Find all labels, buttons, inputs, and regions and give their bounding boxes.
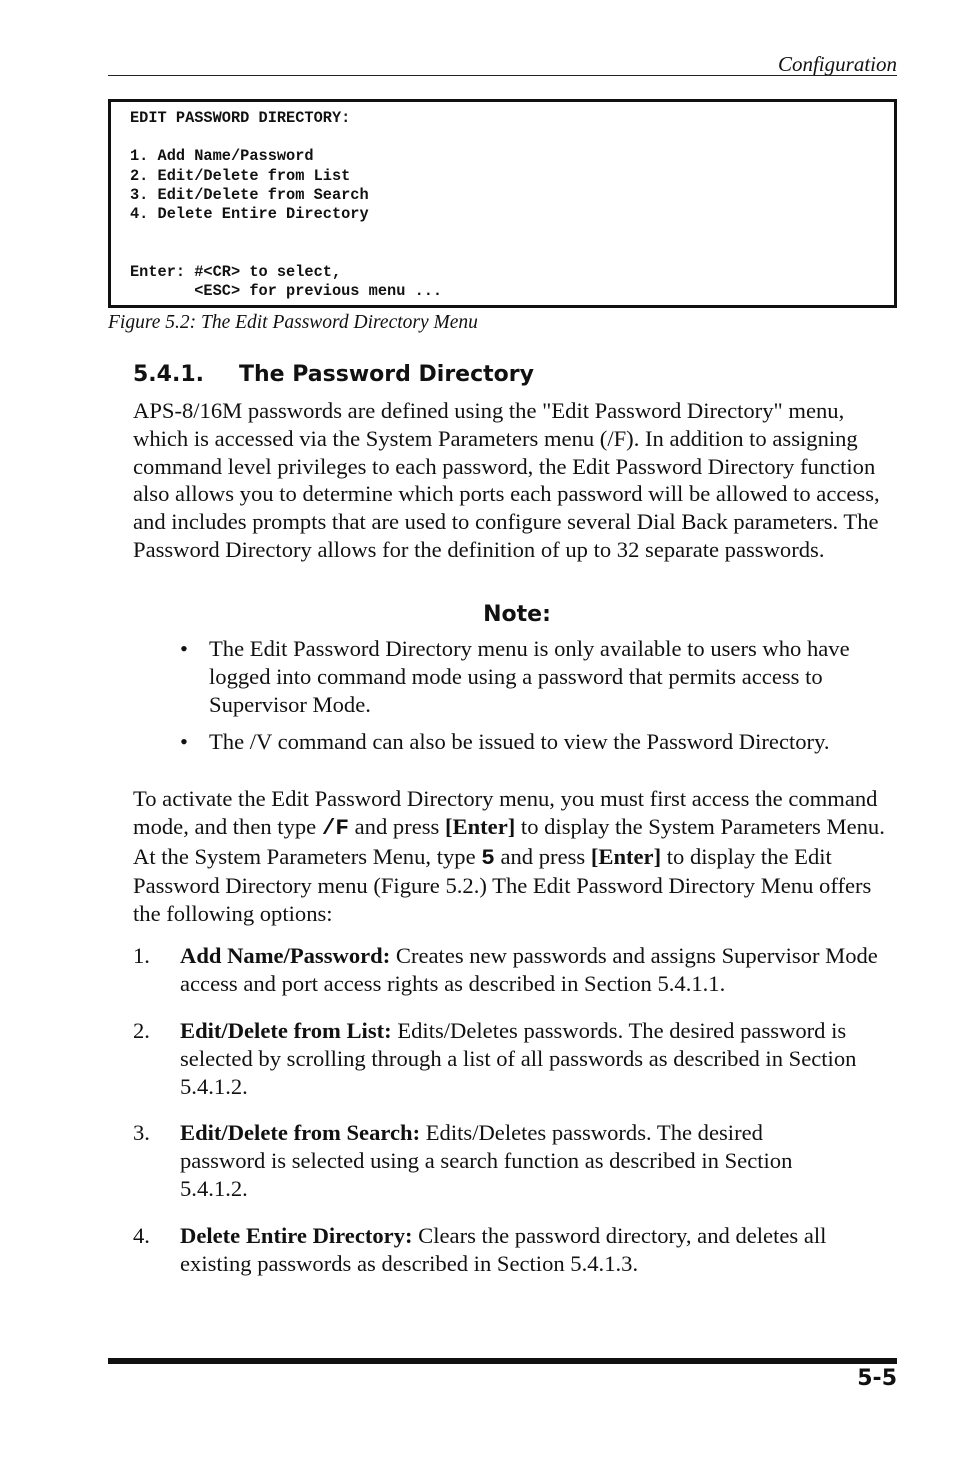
section-number: 5.4.1.: [133, 362, 204, 387]
option-text: Creates new passwords and assigns Supervisor Mode access and port access rights as described in Section 5.4.1.1.: [180, 943, 878, 996]
activation-text: To activate the Edit Password Directory menu, you must first access the command mode, and then type: [133, 786, 878, 839]
option-text: Edits/Deletes passwords. The desired password is selected using a search function as described in Section 5.4.1.2.: [180, 1120, 793, 1201]
option-text: Edits/Deletes passwords. The desired password is selected by scrolling through a list of all passwords as described in Section 5.4.1.2.: [180, 1018, 857, 1099]
running-header: Configuration: [777, 52, 897, 76]
option-number: 4.: [133, 1223, 150, 1248]
note-item-text: The Edit Password Directory menu is only available to users who have logged into command mode using a password that permits access to Supervisor Mode.: [209, 636, 850, 717]
option-number: 3.: [133, 1120, 150, 1145]
option-body: [180, 1222, 890, 1278]
activation-text: and press: [494, 843, 591, 869]
bullet-icon: •: [180, 636, 188, 661]
option-term: Edit/Delete from Search:: [180, 1120, 421, 1145]
activation-paragraph: [133, 785, 893, 928]
option-term: Edit/Delete from List:: [180, 1018, 392, 1043]
option-term: Add Name/Password:: [180, 943, 391, 968]
enter-key: [Enter]: [445, 813, 516, 839]
note-item-text: The /V command can also be issued to view the Password Directory.: [209, 729, 830, 754]
section-title: The Password Directory: [239, 362, 534, 387]
option-number: 1.: [133, 943, 150, 968]
option-number: 2.: [133, 1018, 150, 1043]
intro-paragraph: APS-8/16M passwords are defined using the "Edit Password Directory" menu, which is accessed via the System Parameters menu (/F). In addition to assigning command level privileges to each password, the Edit Password Directory function also allows you to determine which ports each password will be allowed to access, and includes prompts that are used to configure several Dial Back parameters. The Password Directory allows for the definition of up to 32 separate passwords.: [133, 398, 880, 562]
command-5: 5: [481, 844, 495, 871]
figure-caption: Figure 5.2: The Edit Password Directory Menu: [108, 312, 478, 333]
page-number: 5-5: [857, 1366, 897, 1391]
note-title: Note:: [483, 602, 551, 627]
header-rule: [108, 75, 897, 76]
terminal-text: EDIT PASSWORD DIRECTORY: 1. Add Name/Password 2. Edit/Delete from List 3. Edit/Delete from Search 4. Delete Entire Directory Enter: #<CR> to select, <ESC> for previous menu ...: [130, 109, 443, 300]
option-text: Clears the password directory, and deletes all existing passwords as described in Section 5.4.1.3.: [180, 1223, 827, 1276]
terminal-screen-figure: [108, 99, 897, 308]
option-body: [180, 1119, 840, 1202]
footer-rule: [108, 1358, 897, 1364]
bullet-icon: •: [180, 729, 188, 754]
option-body: [180, 942, 890, 998]
enter-key: [Enter]: [590, 843, 662, 869]
activation-text: to display the Edit Password Directory menu (Figure 5.2.) The Edit Password Directory Menu offers the following options:: [133, 843, 872, 927]
section-heading: [133, 362, 534, 387]
option-body: [180, 1017, 890, 1100]
activation-text: to display the System Parameters Menu. At the System Parameters Menu, type: [133, 813, 885, 869]
option-term: Delete Entire Directory:: [180, 1223, 413, 1248]
command-f: /F: [321, 814, 349, 841]
activation-text: and press: [348, 813, 445, 839]
